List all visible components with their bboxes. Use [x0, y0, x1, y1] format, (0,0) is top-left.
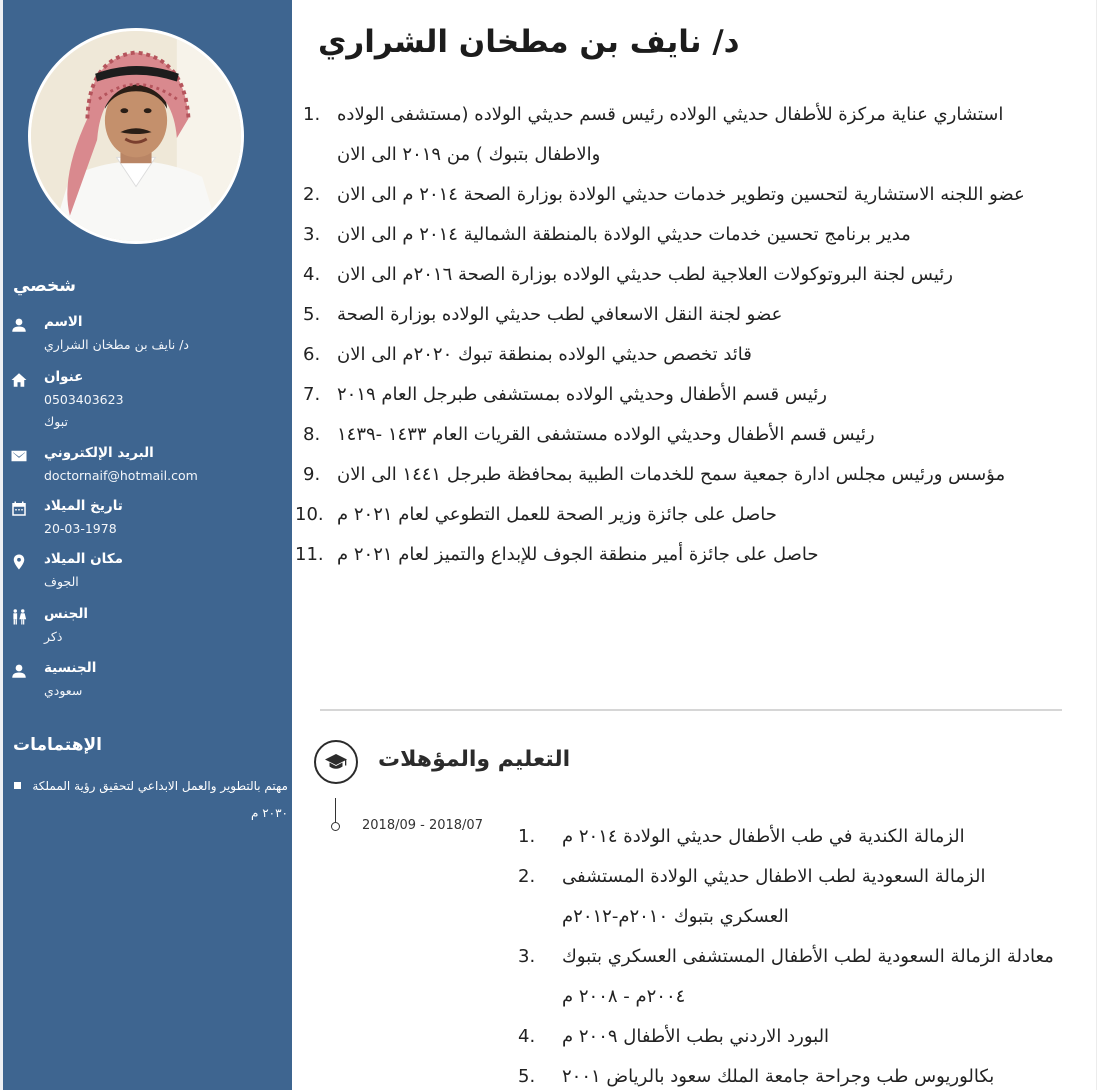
- item-number: 6.: [303, 344, 321, 365]
- item-text: رئيس قسم الأطفال وحديثي الولاده بمستشفى طبرجل العام ٢٠١٩: [337, 384, 827, 405]
- page-right-edge: [1096, 0, 1097, 1090]
- person-icon: [10, 316, 28, 334]
- info-label: الاسم: [44, 314, 83, 330]
- item-number: 5.: [303, 304, 321, 325]
- education-section-title: التعليم والمؤهلات: [378, 747, 571, 772]
- info-value-city: تبوك: [44, 414, 69, 429]
- info-value: ذكر: [44, 629, 63, 644]
- item-text: حاصل على جائزة وزير الصحة للعمل التطوعي لعام ٢٠٢١ م: [337, 504, 777, 525]
- info-label: البريد الإلكتروني: [44, 445, 154, 461]
- item-text: حاصل على جائزة أمير منطقة الجوف للإبداع والتميز لعام ٢٠٢١ م: [337, 544, 819, 565]
- item-number: 2.: [303, 184, 321, 205]
- list-item: [293, 215, 1073, 255]
- item-number: 2.: [518, 866, 536, 887]
- education-date-range: 2018/09 - 2018/07: [362, 818, 483, 833]
- info-label: تاريخ الميلاد: [44, 498, 123, 514]
- graduation-cap-icon: [314, 740, 358, 784]
- item-text: استشاري عناية مركزة للأطفال حديثي الولاده رئيس قسم حديثي الولاده (مستشفى الولاده والاطفال بتبوك ) من ٢٠١٩ الى الان: [337, 104, 1004, 165]
- personal-section-title: شخصي: [13, 276, 76, 296]
- list-item: [293, 295, 1073, 335]
- email-icon: [10, 447, 28, 465]
- item-text: الزمالة السعودية لطب الاطفال حديثي الولادة المستشفى العسكري بتبوك ٢٠١٠م-٢٠١٢م: [562, 866, 986, 927]
- experience-list: [293, 95, 1073, 575]
- item-number: 9.: [303, 464, 321, 485]
- item-text: بكالوريوس طب وجراحة جامعة الملك سعود بالرياض ٢٠٠١: [562, 1066, 995, 1087]
- page-title: د/ نايف بن مطخان الشراري: [318, 24, 740, 60]
- item-text: الزمالة الكندية في طب الأطفال حديثي الولادة ٢٠١٤ م: [562, 826, 965, 847]
- list-item: [293, 335, 1073, 375]
- item-text: معادلة الزمالة السعودية لطب الأطفال المستشفى العسكري بتبوك ٢٠٠٤م - ٢٠٠٨ م: [562, 946, 1054, 1007]
- info-value: الجوف: [44, 574, 79, 589]
- item-text: عضو اللجنه الاستشارية لتحسين وتطوير خدمات حديثي الولادة بوزارة الصحة ٢٠١٤ م الى الان: [337, 184, 1025, 205]
- item-text: مدير برنامج تحسين خدمات حديثي الولادة بالمنطقة الشمالية ٢٠١٤ م الى الان: [337, 224, 911, 245]
- item-number: 3.: [518, 946, 536, 967]
- list-item: [293, 415, 1073, 455]
- item-number: 1.: [303, 104, 321, 125]
- info-label: الجنسية: [44, 660, 97, 676]
- item-number: 1.: [518, 826, 536, 847]
- timeline-line: [335, 798, 336, 823]
- info-label: عنوان: [44, 369, 84, 385]
- item-text: مؤسس ورئيس مجلس ادارة جمعية سمح للخدمات الطبية بمحافظة طبرجل ١٤٤١ الى الان: [337, 464, 1006, 485]
- list-item: [518, 1057, 1078, 1090]
- list-item: [293, 495, 1073, 535]
- list-item: [293, 455, 1073, 495]
- interest-item: مهتم بالتطوير والعمل الابداعي لتحقيق رؤية المملكة ٢٠٣٠ م: [32, 779, 288, 820]
- list-item: [293, 175, 1073, 215]
- info-value-phone: 0503403623: [44, 392, 124, 407]
- item-number: 11.: [295, 544, 324, 565]
- profile-photo: [31, 31, 241, 241]
- avatar: [28, 28, 244, 244]
- sidebar: [3, 0, 292, 1090]
- item-text: عضو لجنة النقل الاسعافي لطب حديثي الولاده بوزارة الصحة: [337, 304, 783, 325]
- education-list: [518, 817, 1078, 1090]
- calendar-icon: [10, 500, 28, 518]
- section-divider: [320, 709, 1062, 711]
- item-number: 4.: [518, 1026, 536, 1047]
- item-number: 5.: [518, 1066, 536, 1087]
- item-number: 7.: [303, 384, 321, 405]
- info-value: د/ نايف بن مطخان الشراري: [44, 337, 190, 352]
- info-label: مكان الميلاد: [44, 551, 123, 567]
- list-item: [293, 255, 1073, 295]
- item-text: البورد الاردني بطب الأطفال ٢٠٠٩ م: [562, 1026, 830, 1047]
- location-pin-icon: [10, 553, 28, 571]
- item-number: 8.: [303, 424, 321, 445]
- interests-section-title: الإهتمامات: [13, 735, 102, 755]
- gender-icon: [10, 608, 28, 626]
- home-icon: [10, 371, 28, 389]
- timeline-dot: [331, 822, 340, 831]
- info-value: سعودي: [44, 683, 83, 698]
- list-item: [518, 937, 1078, 1017]
- info-label: الجنس: [44, 606, 89, 622]
- list-item: [293, 375, 1073, 415]
- item-text: رئيس قسم الأطفال وحديثي الولاده مستشفى القريات العام ١٤٣٣ -١٤٣٩: [337, 424, 875, 445]
- list-item: [518, 817, 1078, 857]
- item-text: رئيس لجنة البروتوكولات العلاجية لطب حديثي الولاده بوزارة الصحة ٢٠١٦م الى الان: [337, 264, 953, 285]
- main-content: [293, 0, 1096, 1090]
- list-item: [518, 857, 1078, 937]
- item-number: 4.: [303, 264, 321, 285]
- bullet-icon: [14, 782, 21, 789]
- info-value: 20-03-1978: [44, 521, 117, 536]
- list-item: [518, 1017, 1078, 1057]
- info-value-email[interactable]: doctornaif@hotmail.com: [44, 468, 198, 483]
- item-number: 10.: [295, 504, 324, 525]
- list-item: [293, 535, 1073, 575]
- list-item: [293, 95, 1073, 175]
- item-text: قائد تخصص حديثي الولاده بمنطقة تبوك ٢٠٢٠م الى الان: [337, 344, 752, 365]
- person-icon: [10, 662, 28, 680]
- item-number: 3.: [303, 224, 321, 245]
